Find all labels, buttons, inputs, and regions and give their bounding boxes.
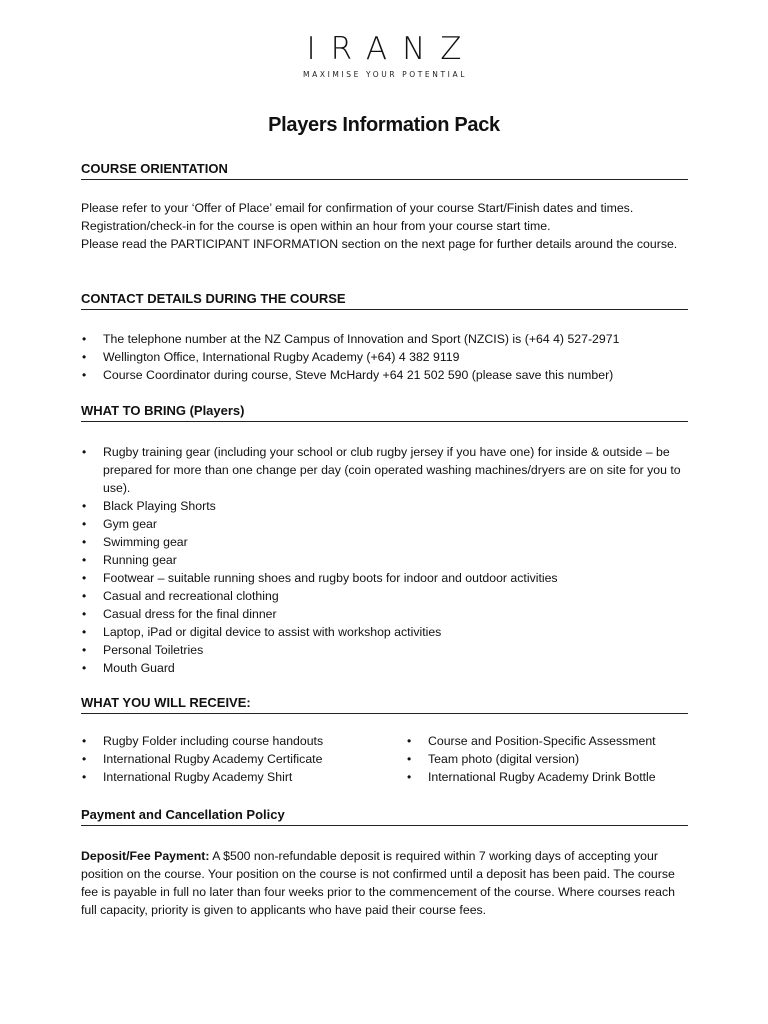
list-item: • Gym gear [81, 515, 693, 533]
orientation-paragraph [81, 199, 681, 253]
what-to-bring-list [81, 443, 693, 677]
contact-list [81, 330, 691, 384]
list-item: • The telephone number at the NZ Campus of Innovation and Sport (NZCIS) is (+64 4) 527-2971 [81, 330, 691, 348]
receive-list-right [406, 732, 706, 786]
list-item: • International Rugby Academy Drink Bottle [406, 768, 706, 786]
list-item: • International Rugby Academy Shirt [81, 768, 391, 786]
list-item: • International Rugby Academy Certificate [81, 750, 391, 768]
orientation-line: Registration/check-in for the course is open within an hour from your course start time. [81, 219, 551, 233]
logo-tagline: MAXIMISE YOUR POTENTIAL [303, 70, 467, 79]
logo-wordmark: IRANZ [306, 31, 477, 67]
list-item: • Swimming gear [81, 533, 693, 551]
section-heading-payment-policy: Payment and Cancellation Policy [81, 806, 688, 826]
section-heading-what-you-will-receive: WHAT YOU WILL RECEIVE: [81, 694, 688, 714]
receive-list-left [81, 732, 391, 786]
page-title: Players Information Pack [268, 114, 500, 136]
list-item: • Rugby training gear (including your school or club rugby jersey if you have one) for inside & outside – be prepared for more than one change per day (coin operated washing machines/dryers are on site for you to use). [81, 443, 693, 497]
payment-paragraph [81, 847, 689, 919]
payment-text: A $500 non-refundable deposit is required within 7 working days of accepting your position on the course. Your position on the course is not confirmed until a deposit has been paid. The course fee is payable in full no later than four weeks prior to the commencement of the course. Where courses reach full capacity, priority is given to applicants who have paid their course fees. [81, 849, 675, 917]
list-item: • Personal Toiletries [81, 641, 693, 659]
deposit-fee-label: Deposit/Fee Payment: [81, 849, 210, 863]
section-heading-contact-details: CONTACT DETAILS DURING THE COURSE [81, 290, 688, 310]
list-item: • Casual and recreational clothing [81, 587, 693, 605]
list-item: • Course Coordinator during course, Steve McHardy +64 21 502 590 (please save this number) [81, 366, 691, 384]
orientation-line: Please refer to your ‘Offer of Place’ email for confirmation of your course Start/Finish dates and times. [81, 201, 634, 215]
list-item: • Rugby Folder including course handouts [81, 732, 391, 750]
list-item: • Wellington Office, International Rugby Academy (+64) 4 382 9119 [81, 348, 691, 366]
iranz-logo [0, 32, 768, 79]
list-item: • Footwear – suitable running shoes and rugby boots for indoor and outdoor activities [81, 569, 693, 587]
section-heading-what-to-bring: WHAT TO BRING (Players) [81, 402, 688, 422]
list-item: • Team photo (digital version) [406, 750, 706, 768]
list-item: • Course and Position-Specific Assessment [406, 732, 706, 750]
list-item: • Running gear [81, 551, 693, 569]
list-item: • Casual dress for the final dinner [81, 605, 693, 623]
list-item: • Laptop, iPad or digital device to assist with workshop activities [81, 623, 693, 641]
orientation-line: Please read the PARTICIPANT INFORMATION section on the next page for further details around the course. [81, 237, 678, 251]
list-item: • Black Playing Shorts [81, 497, 693, 515]
section-heading-course-orientation: COURSE ORIENTATION [81, 160, 688, 180]
list-item: • Mouth Guard [81, 659, 693, 677]
